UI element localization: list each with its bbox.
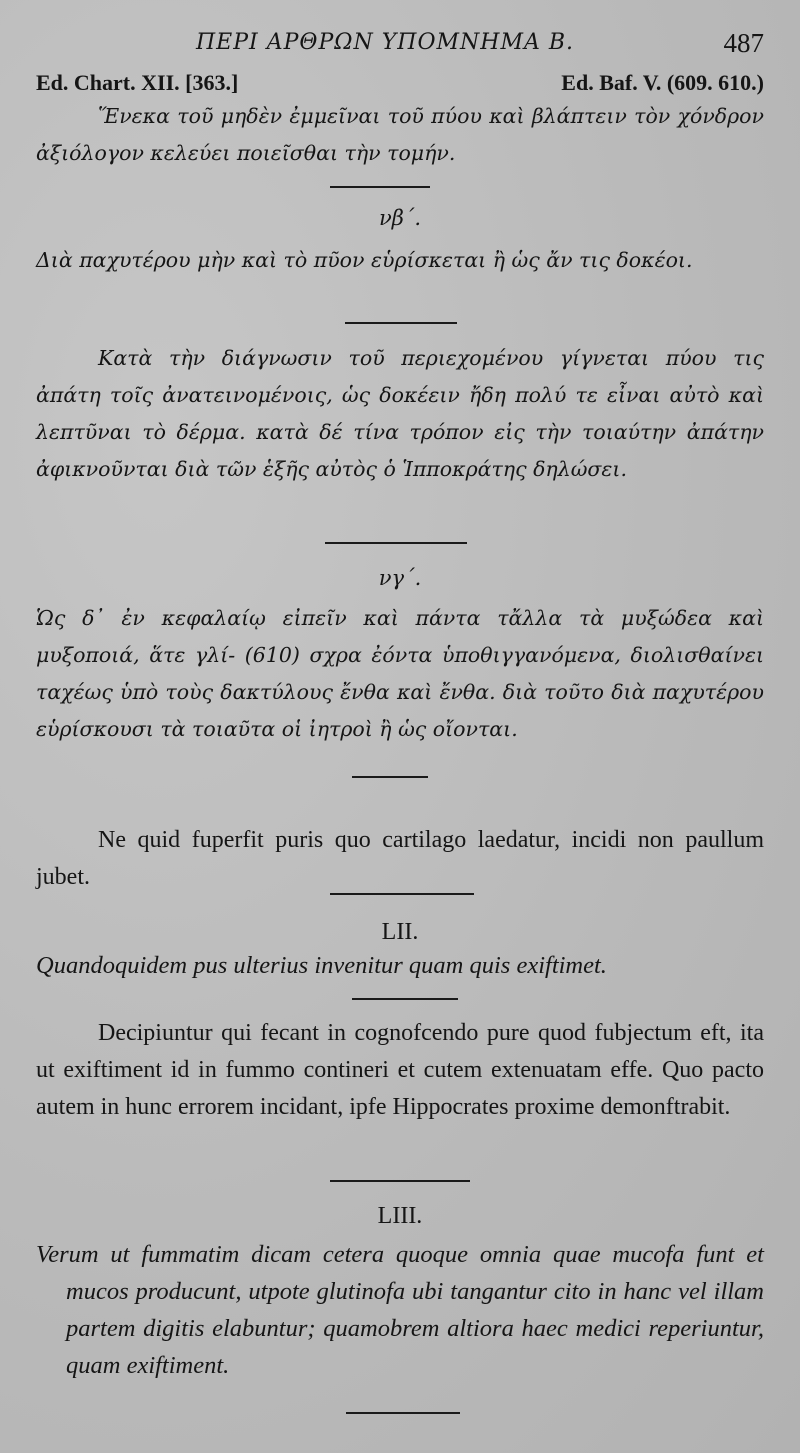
- section-divider: [330, 893, 474, 895]
- latin-opening-text: Ne quid fuperfit puris quo cartilago laedatur, incidi non paullum jubet.: [36, 827, 764, 890]
- greek-section-heading-53: νγ΄.: [378, 566, 422, 590]
- greek-commentary-52-text: Κατὰ τὴν διάγνωσιν τοῦ περιεχομένου γίγνεται πύου τις ἀπάτη τοῖς ἀνατεινομένοις, ὡς δοκέειν ἤδη πολύ τε εἶναι αὐτὸ καὶ λεπτῦναι τὸ δέρμα. κατὰ δέ τίνα τρόπον εἰς τὴν τοιαύτην ἀπάτην ἀφικνοῦνται διὰ τῶν ἑξῆς αὐτὸς ὁ Ἱπποκράτης δηλώσει.: [36, 346, 764, 481]
- running-head: [0, 26, 800, 66]
- latin-section-heading-53: LIII.: [377, 1203, 423, 1229]
- edition-chartier: Ed. Chart. XII. [363.]: [36, 70, 239, 95]
- latin-commentary-52-text: Decipiuntur qui fecant in cognofcendo pure quod fubjectum eft, ita ut exiftiment id in fummo contineri et cutem extenuatam effe. Quo pacto autem in hunc errorem incidant, ipfe Hippocrates proxime demonftrabit.: [36, 1020, 764, 1120]
- greek-heading-53-container: [36, 560, 764, 596]
- section-divider: [352, 998, 458, 1000]
- section-divider: [325, 542, 467, 544]
- latin-section-heading-52: LII.: [381, 919, 419, 945]
- greek-opening-paragraph: [36, 98, 764, 172]
- latin-lemma-53-text: Verum ut fummatim dicam cetera quoque omnia quae mucofa funt et mucos producunt, utpote glutinofa ubi tangantur cito in hanc vel illam partem digitis elabuntur; quamobrem altiora haec medici reperiuntur, quam exiftiment.: [36, 1241, 764, 1379]
- latin-lemma-53: [36, 1236, 764, 1384]
- greek-commentary-52: [36, 340, 764, 488]
- section-divider: [346, 1412, 460, 1414]
- section-divider: [352, 776, 428, 778]
- latin-commentary-52: [36, 1015, 764, 1126]
- latin-heading-52-container: [36, 914, 764, 950]
- greek-heading-52-container: [36, 200, 764, 236]
- greek-section-heading-52: νβ΄.: [378, 206, 422, 230]
- edition-basel: Ed. Baf. V. (609. 610.): [561, 70, 764, 95]
- greek-opening-text: Ἕνεκα τοῦ μηδὲν ἐμμεῖναι τοῦ πύου καὶ βλάπτειν τὸν χόνδρον ἀξιόλογον κελεύει ποιεῖσθαι τὴν τομήν.: [36, 104, 764, 165]
- latin-opening-paragraph: [36, 822, 764, 896]
- section-divider: [345, 322, 457, 324]
- latin-lemma-52-text: Quandoquidem pus ulterius invenitur quam quis exiftimet.: [36, 952, 607, 979]
- page-number: 487: [723, 28, 764, 58]
- latin-lemma-52: [36, 947, 764, 984]
- edition-reference-line: [36, 70, 764, 98]
- greek-lemma-52: [36, 242, 764, 279]
- latin-heading-53-container: [36, 1198, 764, 1234]
- section-divider: [330, 186, 430, 188]
- greek-lemma-53-text: Ὡς δ᾽ ἐν κεφαλαίῳ εἰπεῖν καὶ πάντα τἄλλα τὰ μυξώδεα καὶ μυξοποιά, ἅτε γλί- (610) σχρα ἐόντα ὑποθιγγανόμενα, διολισθαίνει ταχέως ὑπὸ τοὺς δακτύλους ἔνθα καὶ ἔνθα. διὰ τοῦτο διὰ παχυτέρου εὑρίσκουσι τὰ τοιαῦτα οἱ ἰητροὶ ἢ ὡς οἴονται.: [36, 606, 764, 741]
- running-title: ΠΕΡΙ ΑΡΘΡΩΝ ΥΠΟΜΝΗΜΑ Β.: [196, 30, 575, 55]
- greek-lemma-52-text: Διὰ παχυτέρου μὴν καὶ τὸ πῦον εὑρίσκεται ἢ ὡς ἄν τις δοκέοι.: [36, 248, 693, 272]
- greek-lemma-53: [36, 600, 764, 748]
- section-divider: [330, 1180, 470, 1182]
